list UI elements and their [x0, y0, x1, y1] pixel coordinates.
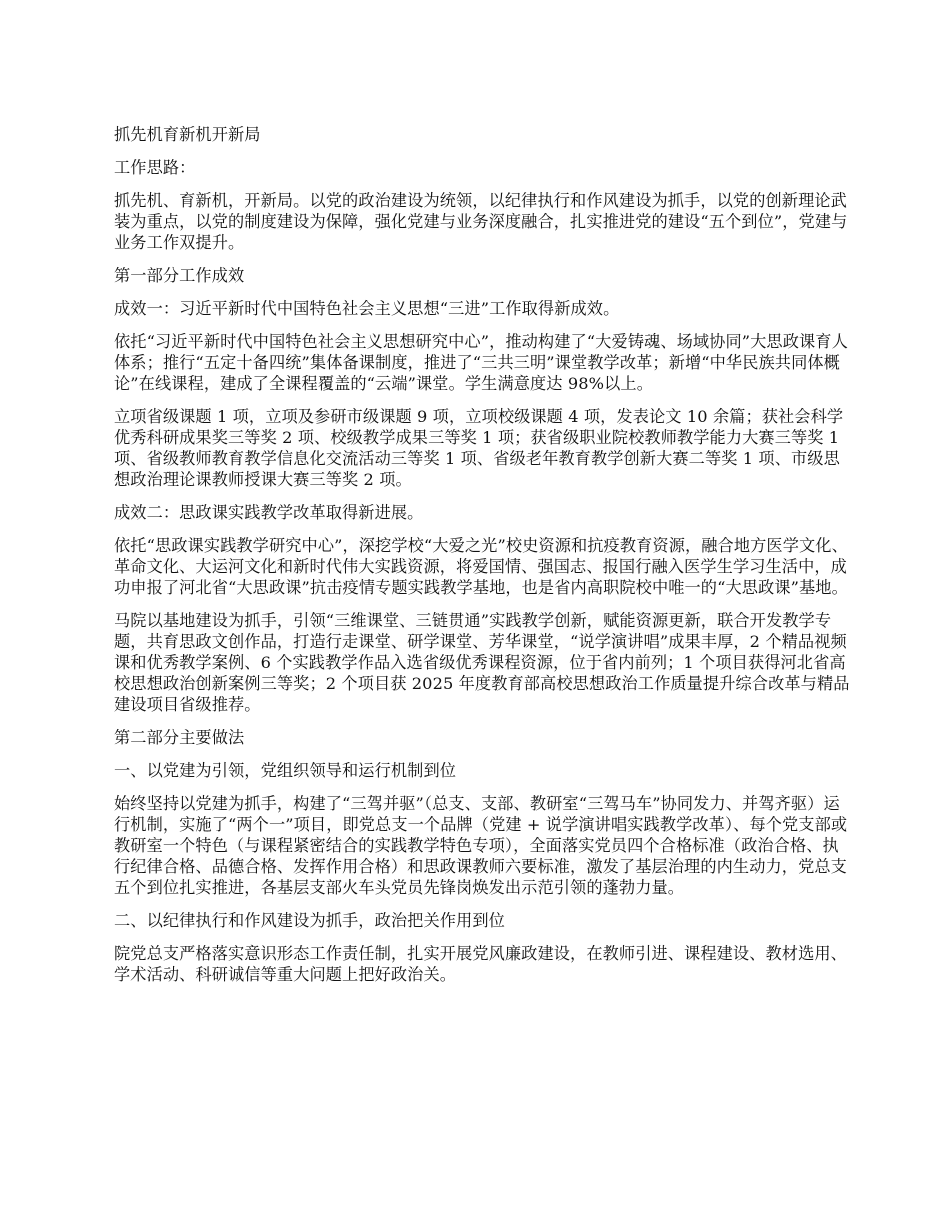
achievement-one-heading: 成效一：习近平新时代中国特色社会主义思想“三进”工作取得新成效。 [114, 299, 620, 318]
paragraph-projects-awards: 立项省级课题 1 项，立项及参研市级课题 9 项，立项校级课题 4 项，发表论文 10 余篇；获社会科学优秀科研成果奖三等奖 2 项、校级教学成果三等奖 1 项；获省级职业院校教师教学能力大赛三等奖 1 项、省级教师教育教学信息化交流活动三等奖 1 项、省级老年教育教学创新大赛二等奖 1 项、市级思想政治理论课教师授课大赛三等奖 2 项。 [114, 407, 844, 489]
achievement-two-heading: 成效二：思政课实践教学改革取得新进展。 [114, 503, 424, 522]
section-heading-part-two: 第二部分主要做法 [114, 728, 245, 747]
document-title: 抓先机育新机开新局 [114, 125, 261, 144]
paragraph-practice-center: 依托“思政课实践教学研究中心”，深挖学校“大爱之光”校史资源和抗疫教育资源，融合地方医学文化、革命文化、大运河文化和新时代伟大实践资源，将爱国情、强国志、报国行融入医学生学习生活中，成功申报了河北省“大思政课”抗击疫情专题实践教学基地，也是省内高职院校中唯一的“大思政课”基地。 [114, 536, 848, 597]
paragraph-research-center: 依托“习近平新时代中国特色社会主义思想研究中心”，推动构建了“大爱铸魂、场域协同”大思政课育人体系；推行“五定十备四统”集体备课制度，推进了“三共三明”课堂教学改革；新增“中华民族共同体概论”在线课程，建成了全课程覆盖的“云端”课堂。学生满意度达 98%以上。 [114, 332, 848, 393]
paragraph-base-construction: 马院以基地建设为抓手，引领“三维课堂、三链贯通”实践教学创新，赋能资源更新，联合开发教学专题，共育思政文创作品，打造行走课堂、研学课堂、芳华课堂，“说学演讲唱”成果丰厚，2 个精品视频课和优秀教学案例、6 个实践教学作品入选省级优秀课程资源，位于省内前列；1 个项目获得河北省高校思想政治创新案例三等奖；2 个项目获 2025 年度教育部高校思想政治工作质量提升综合改革与精品建设项目省级推荐。 [114, 611, 850, 714]
section-label-approach: 工作思路： [114, 158, 196, 177]
document-page [114, 124, 850, 997]
section-heading-part-one: 第一部分工作成效 [114, 266, 245, 285]
paragraph-party-mechanism: 始终坚持以党建为抓手，构建了“三驾并驱”（总支、支部、教研室“三驾马车”协同发力、并驾齐驱）运行机制，实施了“两个一”项目，即党总支一个品牌（党建 + 说学演讲唱实践教学改革）、每个党支部或教研室一个特色（与课程紧密结合的实践教学特色专项），全面落实党员四个合格标准（政治合格、执行纪律合格、品德合格、发挥作用合格）和思政课教师六要标准，激发了基层治理的内生动力，党总支五个到位扎实推进，各基层支部火车头党员先锋岗焕发出示范引领的蓬勃力量。 [114, 794, 848, 897]
paragraph-approach: 抓先机、育新机，开新局。以党的政治建设为统领，以纪律执行和作风建设为抓手，以党的创新理论武装为重点，以党的制度建设为保障，强化党建与业务深度融合，扎实推进党的建设“五个到位”，党建与业务工作双提升。 [114, 191, 848, 252]
method-two-heading: 二、以纪律执行和作风建设为抓手，政治把关作用到位 [114, 911, 505, 930]
paragraph-discipline: 院党总支严格落实意识形态工作责任制，扎实开展党风廉政建设，在教师引进、课程建设、教材选用、学术活动、科研诚信等重大问题上把好政治关。 [114, 944, 847, 984]
method-one-heading: 一、以党建为引领，党组织领导和运行机制到位 [114, 761, 457, 780]
